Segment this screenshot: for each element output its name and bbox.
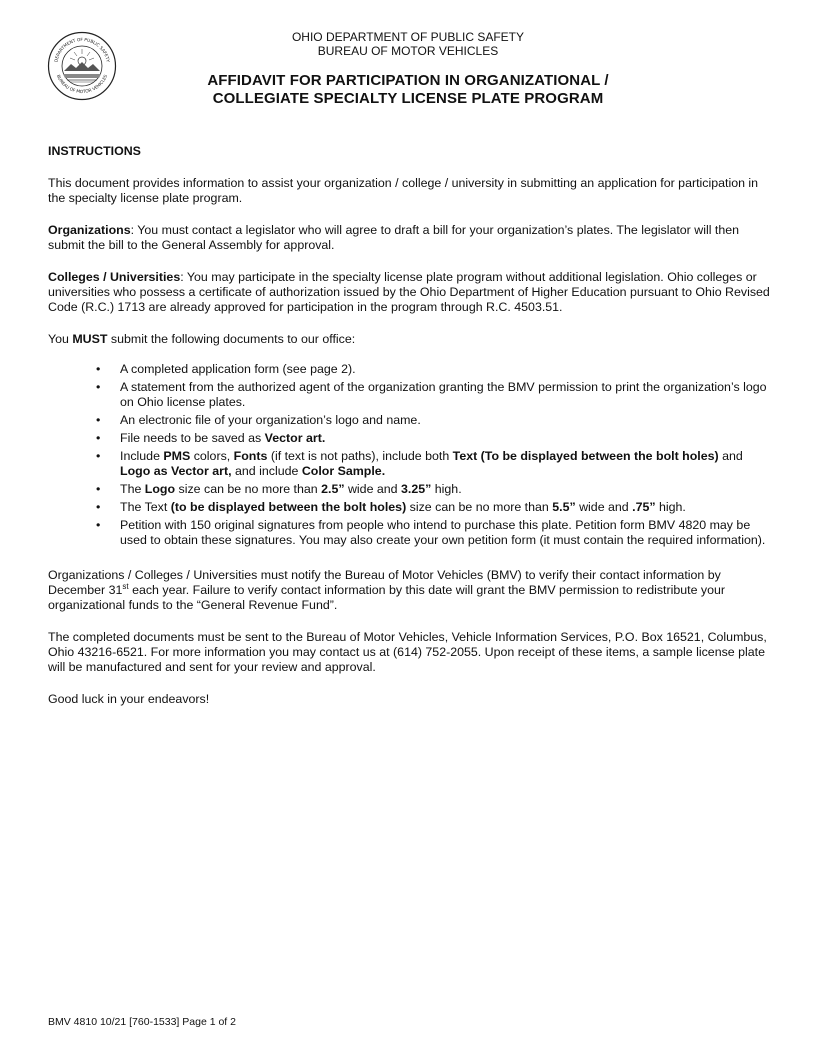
ohio-seal-logo [47, 31, 117, 101]
list-item-text: wide and [344, 482, 402, 496]
bullet-icon: • [96, 500, 101, 514]
bullet-icon: • [96, 482, 101, 496]
list-item [96, 431, 770, 446]
list-item-bold: Logo [144, 482, 176, 496]
form-footer: BMV 4810 10/21 [760-1533] Page 1 of 2 [48, 1016, 236, 1028]
list-item-text: The Text [120, 500, 171, 514]
list-item [96, 362, 770, 377]
organizations-label: Organizations [48, 223, 131, 237]
list-item [96, 518, 770, 548]
list-item-bold: 3.25” [401, 482, 432, 496]
colleges-paragraph [48, 270, 770, 315]
list-item-text: (if text is not paths), include both [267, 449, 453, 463]
list-item-text: and include [231, 464, 302, 478]
list-item-text: wide and [575, 500, 633, 514]
list-item [96, 413, 770, 428]
bureau-name: BUREAU OF MOTOR VEHICLES [317, 44, 499, 58]
required-documents-list [48, 362, 770, 548]
seal-top-text: DEPARTMENT OF PUBLIC SAFETY [54, 37, 110, 63]
list-item-text: An electronic file of your organization’s logo and name. [120, 413, 421, 427]
list-item-bold: 2.5” [321, 482, 345, 496]
list-item-text: size can be no more than [175, 482, 322, 496]
title-line-2: COLLEGIATE SPECIALTY LICENSE PLATE PROGRAM [212, 90, 604, 107]
bullet-icon: • [96, 431, 101, 445]
list-item-text: A completed application form (see page 2). [120, 362, 356, 376]
instructions-heading: INSTRUCTIONS [48, 144, 141, 158]
seal-bottom-text: BUREAU OF MOTOR VEHICLES [54, 74, 110, 96]
list-item-bold: .75” [632, 500, 656, 514]
bullet-icon: • [96, 449, 101, 463]
agency-name: OHIO DEPARTMENT OF PUBLIC SAFETY [291, 30, 525, 44]
list-item-text: A statement from the authorized agent of the organization granting the BMV permission to print the organization’s logo on Ohio license plates. [120, 380, 767, 409]
document-body [48, 144, 770, 707]
list-item-text: high. [655, 500, 686, 514]
organizations-text: : You must contact a legislator who will agree to draft a bill for your organization’s plates. The legislator will then submit the bill to the General Assembly for approval. [48, 223, 740, 252]
list-item-text: colors, [190, 449, 234, 463]
title-line-1: AFFIDAVIT FOR PARTICIPATION IN ORGANIZATIONAL / [207, 72, 609, 89]
intro-paragraph: This document provides information to assist your organization / college / university in submitting an application for participation in the specialty license plate program. [48, 176, 759, 205]
list-item-text: high. [431, 482, 462, 496]
must-post: submit the following documents to our office: [107, 332, 356, 346]
bullet-icon: • [96, 413, 101, 427]
list-item-bold: Vector art. [264, 431, 326, 445]
list-item-bold: Logo as Vector art, [120, 464, 232, 478]
notify-superscript: st [122, 581, 129, 591]
list-item [96, 482, 770, 497]
list-item [96, 380, 770, 410]
list-item-text: Include [120, 449, 164, 463]
list-item-bold: (to be displayed between the bolt holes) [170, 500, 407, 514]
must-submit-paragraph [48, 332, 770, 347]
list-item-text: The [120, 482, 145, 496]
list-item-bold: Text (To be displayed between the bolt holes) [452, 449, 719, 463]
mailing-paragraph: The completed documents must be sent to the Bureau of Motor Vehicles, Vehicle Information Services, P.O. Box 16521, Columbus, Ohio 43216-6521. For more information you may contact us at (614) 752-2055. Upon receipt of these items, a sample license plate will be manufactured and sent for your review and approval. [48, 630, 767, 674]
must-pre: You [48, 332, 73, 346]
list-item [96, 500, 770, 515]
list-item-text: Petition with 150 original signatures from people who intend to purchase this plate. Petition form BMV 4820 may be used to obtain these signatures. You may also create your own petition form (it must contain the required information). [120, 518, 766, 547]
closing-line: Good luck in your endeavors! [48, 692, 210, 706]
bullet-icon: • [96, 362, 101, 376]
list-item-bold: Fonts [233, 449, 268, 463]
organizations-paragraph [48, 223, 770, 253]
list-item-bold: 5.5” [552, 500, 576, 514]
bullet-icon: • [96, 518, 101, 532]
notify-text-continued: each year. Failure to verify contact information by this date will grant the BMV permission to redistribute your organizational funds to the “General Revenue Fund”. [48, 583, 726, 612]
document-header [160, 30, 656, 108]
bullet-icon: • [96, 380, 101, 394]
list-item [96, 449, 770, 479]
list-item-bold: PMS [163, 449, 191, 463]
seal-center-emblem [63, 49, 101, 82]
colleges-text: : You may participate in the specialty license plate program without additional legislation. Ohio colleges or universities who possess a certificate of authorization issued by the Ohio Department of Higher Education pursuant to Ohio Revised Code (R.C.) 1713 are already approved for participation in the program through R.C. 4503.51. [48, 270, 770, 314]
notify-text: Organizations / Colleges / Universities must notify the Bureau of Motor Vehicles (BMV) to verify their contact information by December 31 [48, 568, 721, 597]
list-item-bold: Color Sample. [301, 464, 386, 478]
must-bold: MUST [72, 332, 108, 346]
list-item-text: and [718, 449, 743, 463]
notify-paragraph [48, 568, 770, 613]
list-item-text: File needs to be saved as [120, 431, 265, 445]
colleges-label: Colleges / Universities [48, 270, 181, 284]
list-item-text: size can be no more than [406, 500, 553, 514]
document-title [160, 72, 656, 108]
